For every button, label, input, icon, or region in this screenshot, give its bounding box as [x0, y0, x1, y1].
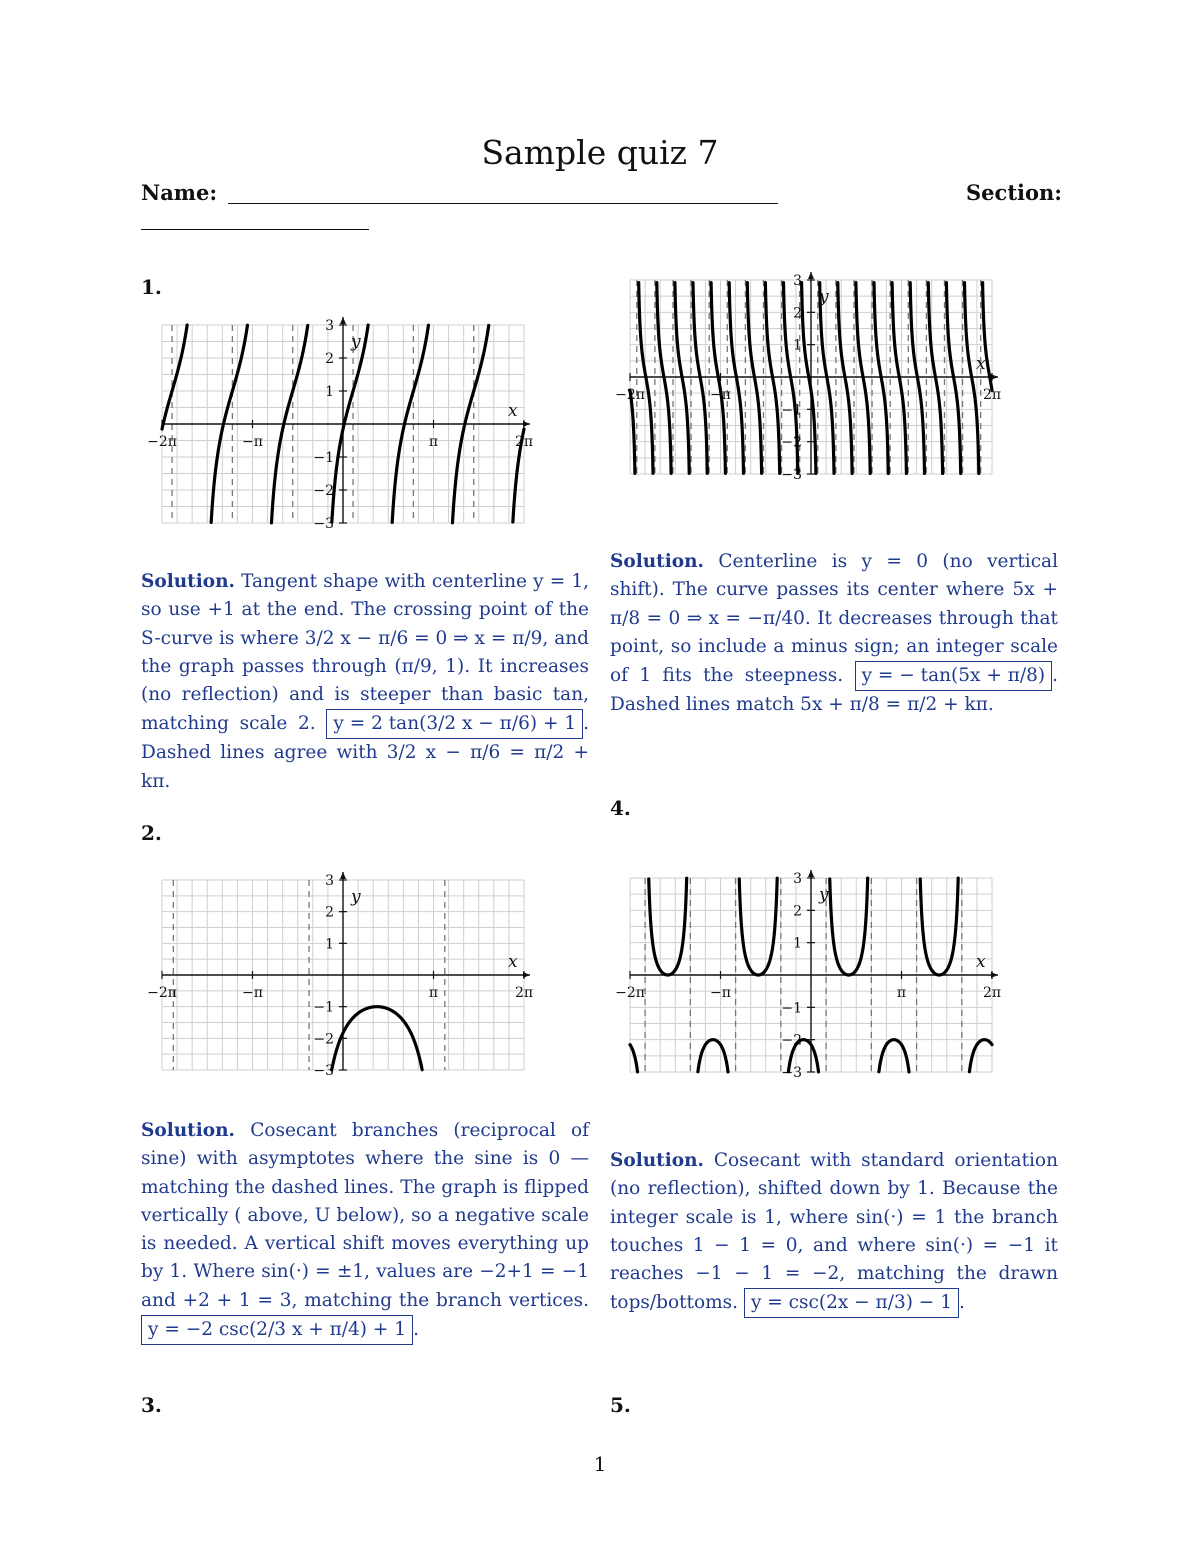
problem-2-solution [141, 1117, 589, 1345]
x-axis-label: x [976, 354, 986, 374]
solution-text: Centerline is y = 0 (no vertical shift). The curve passes its center where 5x + π/8 = 0 ⇒ x = −π/40. It decreases through that point, so include a minus sign; an integer scale of 1 fits the steepness. [610, 551, 1059, 687]
answer-box: y = − tan(5x + π/8) [855, 661, 1053, 691]
y-tick-label: −3 [781, 1065, 802, 1081]
y-tick-label: 1 [325, 936, 334, 953]
y-axis-label: y [819, 885, 829, 905]
x-tick-label: π [428, 434, 439, 450]
problem-3-number: 3. [141, 1393, 162, 1417]
x-tick-label: −2π [615, 387, 645, 403]
x-tick-label: −2π [615, 985, 645, 1001]
problem-3-graph [615, 273, 1002, 483]
solution-label: Solution. [610, 1150, 704, 1171]
problem-2-graph [147, 873, 534, 1079]
solution-text: Cosecant branches (reciprocal of sine) with asymptotes where the sine is 0 — matching the dashed lines. The graph is flipped vertically ( above, U below), so a negative scale is needed. A vertical shift moves everything up by 1. Where sin(·) = ±1, values are −2+1 = −1 and +2 + 1 = 3, matching the branch vertices. [141, 1120, 589, 1311]
solution-text: Cosecant with standard orientation (no reflection), shifted down by 1. Because the integer scale is 1, where sin(·) = 1 the branch touches 1 − 1 = 0, and where sin(·) = −1 it reaches −1 − 1 = −2, matching the drawn tops/bottoms. [610, 1150, 1058, 1314]
solution-label: Solution. [141, 571, 235, 592]
x-tick-label: 2π [514, 434, 534, 450]
problem-4-graph [615, 871, 1002, 1081]
y-tick-label: −1 [781, 402, 802, 419]
y-tick-label: 3 [793, 871, 802, 887]
x-tick-label: −π [242, 985, 263, 1001]
x-tick-label: −π [710, 387, 731, 403]
solution-text-tail: . Dashed lines match 5x + π/8 = π/2 + kπ. [610, 665, 1058, 716]
solution-text-tail: . [958, 1292, 965, 1314]
y-tick-label: −3 [313, 516, 334, 532]
axes [147, 872, 533, 1079]
x-axis-label: x [976, 952, 986, 972]
y-tick-label: 2 [325, 351, 334, 367]
problem-5-number: 5. [610, 1393, 631, 1417]
solution-label: Solution. [141, 1120, 235, 1141]
y-axis-arrow [808, 272, 814, 279]
x-tick-label: 2π [982, 985, 1002, 1001]
x-tick-label: −π [710, 985, 731, 1001]
problem-4-number: 4. [610, 796, 631, 820]
x-tick-label: π [428, 985, 439, 1001]
y-tick-label: −3 [313, 1063, 334, 1079]
y-tick-label: −1 [313, 450, 334, 466]
page-title: Sample quiz 7 [481, 133, 719, 172]
y-tick-label: 1 [325, 384, 334, 400]
x-tick-label: π [896, 985, 907, 1001]
y-tick-label: 2 [793, 305, 802, 322]
problem-1-solution [141, 568, 589, 796]
y-axis-label: y [351, 887, 361, 907]
x-tick-label: 2π [514, 985, 534, 1001]
solution-text: Tangent shape with centerline y = 1, so use +1 at the end. The crossing point of the S-curve is where 3/2 x − π/6 = 0 ⇒ x = π/9, and the graph passes through (π/9, 1). It increases (no reflection) and is steeper than basic tan, matching scale 2. [141, 571, 589, 735]
y-tick-label: −3 [781, 467, 802, 483]
y-axis-label: y [351, 332, 361, 352]
y-tick-label: 3 [793, 273, 802, 289]
y-tick-label: −2 [313, 1031, 334, 1048]
x-axis-label: x [508, 952, 518, 972]
y-tick-label: 3 [325, 318, 334, 334]
problem-1-number: 1. [141, 275, 162, 299]
axes [147, 317, 533, 532]
section-label: Section: [966, 180, 1063, 205]
answer-box: y = csc(2x − π/3) − 1 [744, 1288, 959, 1318]
y-tick-label: −2 [781, 434, 802, 451]
y-tick-label: 2 [325, 904, 334, 921]
x-tick-label: −2π [147, 985, 177, 1001]
name-label: Name: [141, 180, 218, 205]
y-tick-label: −1 [781, 1000, 802, 1017]
problem-4-solution [610, 1147, 1058, 1318]
problem-3-solution [610, 548, 1058, 719]
y-tick-label: −2 [781, 1032, 802, 1049]
answer-box: y = 2 tan(3/2 x − π/6) + 1 [326, 709, 583, 739]
y-axis-arrow [340, 872, 346, 879]
answer-box: y = −2 csc(2/3 x + π/4) + 1 [141, 1315, 413, 1345]
y-tick-label: −1 [313, 999, 334, 1016]
section-field-line[interactable] [141, 229, 369, 230]
solution-text-tail: . Dashed lines agree with 3/2 x − π/6 = π/2 + kπ. [141, 713, 589, 792]
y-tick-label: 3 [325, 873, 334, 889]
y-tick-label: 1 [793, 935, 802, 952]
y-tick-label: 1 [793, 337, 802, 354]
y-axis-arrow [808, 870, 814, 877]
solution-label: Solution. [610, 551, 704, 572]
x-tick-label: −2π [147, 434, 177, 450]
y-tick-label: −2 [313, 483, 334, 499]
y-axis-label: y [819, 287, 829, 307]
page-number: 1 [593, 1452, 607, 1476]
name-field-line[interactable] [228, 203, 778, 204]
x-tick-label: 2π [982, 387, 1002, 403]
x-tick-label: −π [242, 434, 263, 450]
y-tick-label: 2 [793, 903, 802, 920]
problem-2-number: 2. [141, 821, 162, 845]
x-axis-label: x [508, 401, 518, 421]
y-axis-arrow [340, 317, 346, 324]
solution-text-tail: . [413, 1319, 419, 1341]
problem-1-graph [147, 318, 534, 532]
